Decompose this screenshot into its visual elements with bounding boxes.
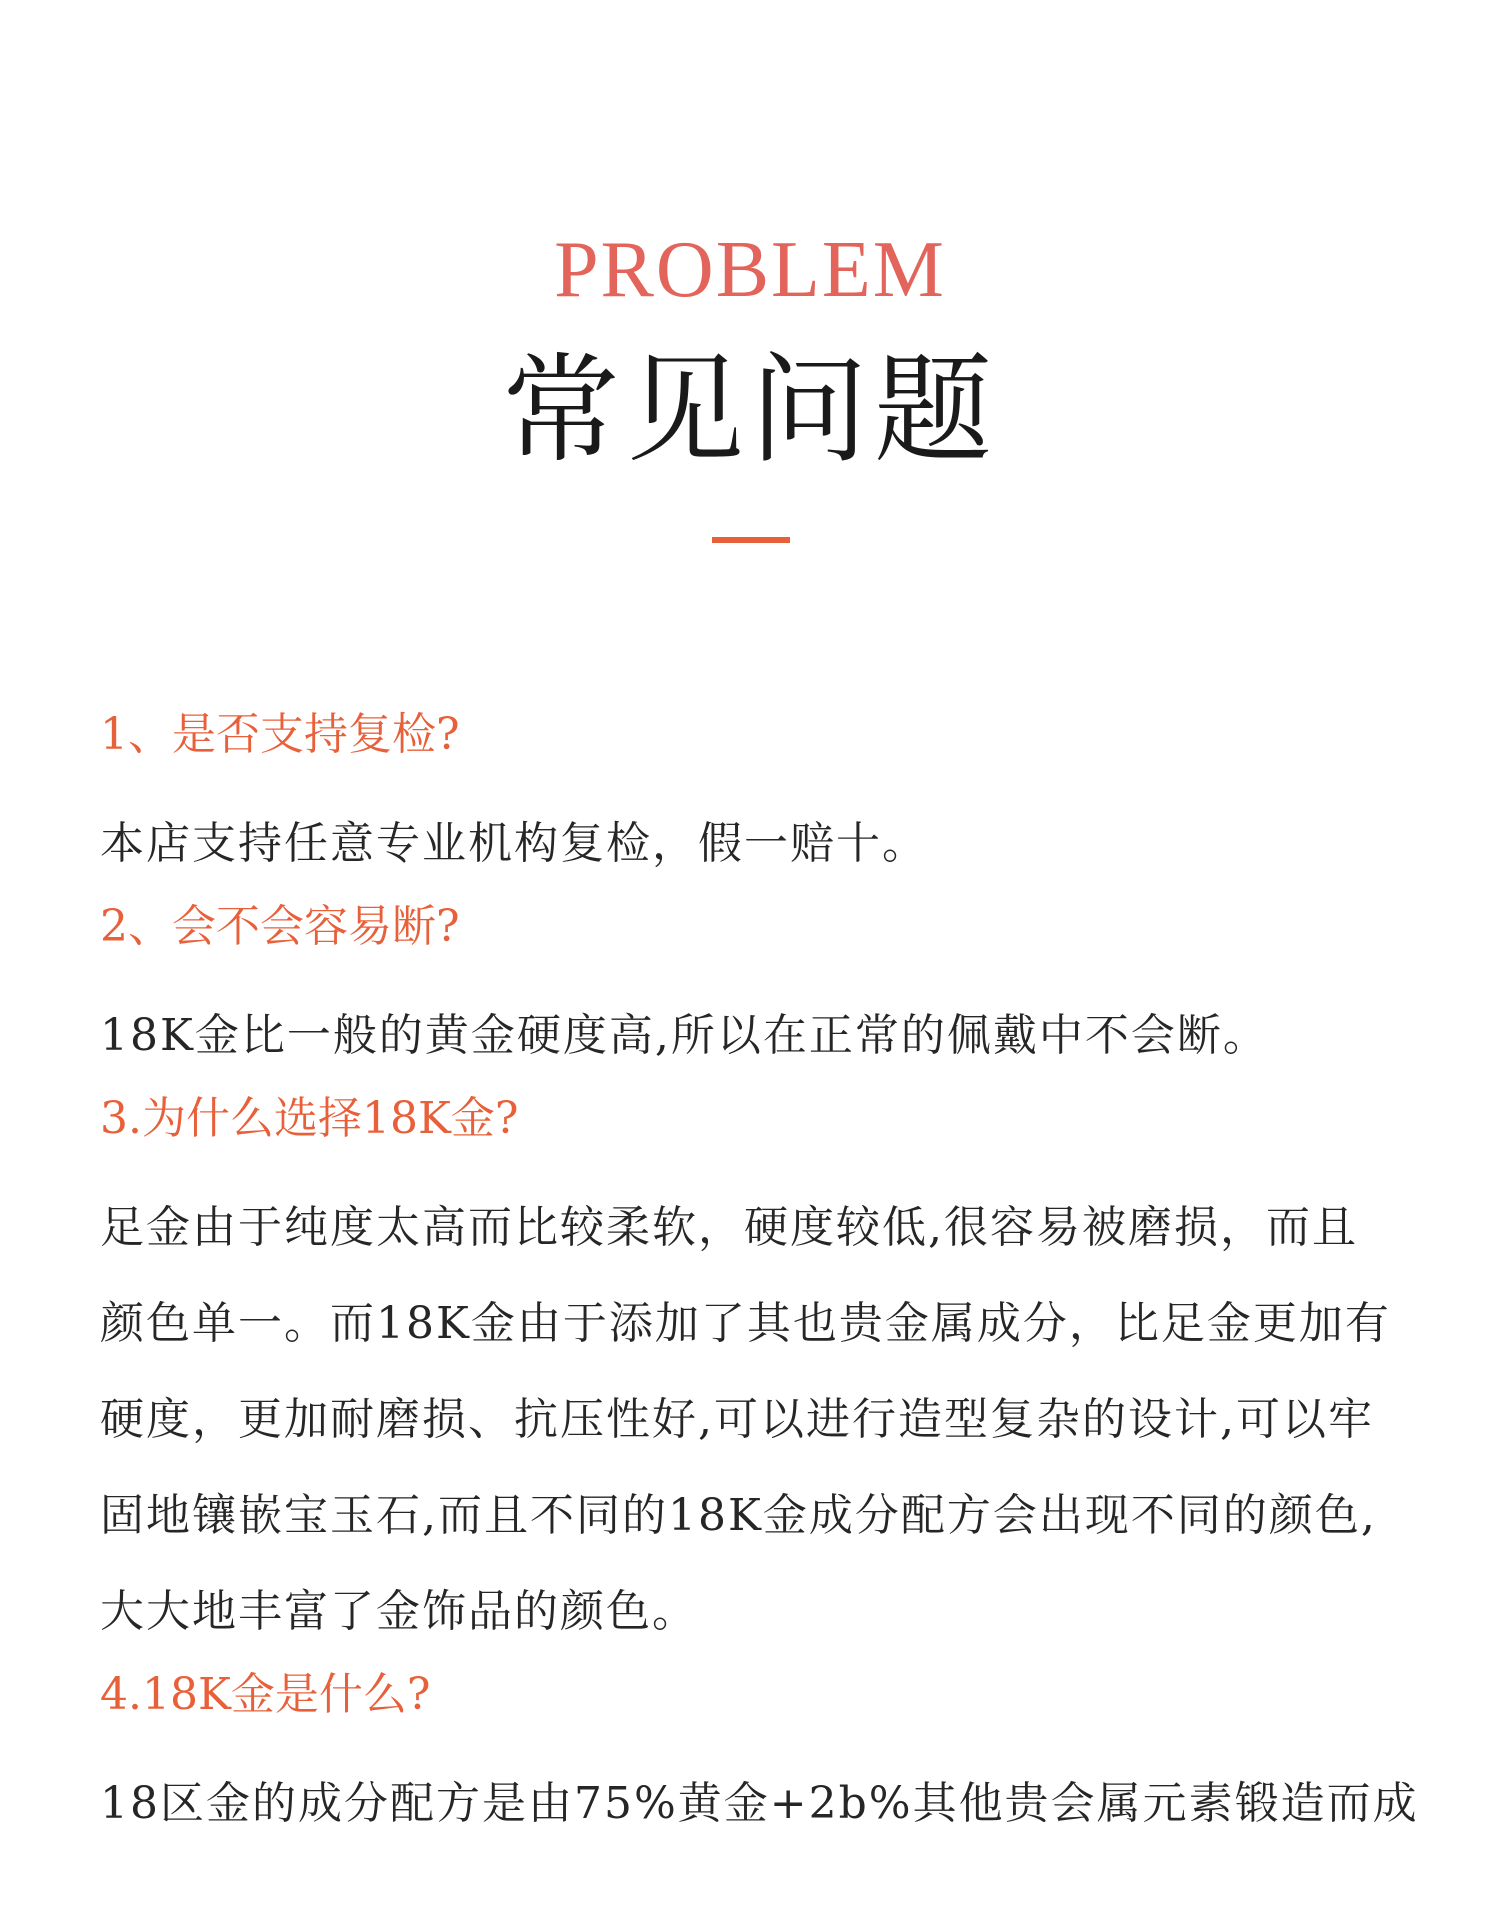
faq-answer [100,796,1400,892]
faq-answer-line: 硬度，更加耐磨损、抗压性好,可以进行造型复杂的设计,可以牢 [100,1394,1374,1445]
faq-answer [100,1756,1419,1852]
faq-item-3 [100,1084,1400,1660]
faq-list [100,700,1419,1852]
faq-item-2 [100,892,1400,1084]
faq-question: 3.为什么选择18K金? [100,1093,519,1144]
faq-answer-line: 本店支持任意专业机构复检，假一赔十。 [100,818,928,869]
section-eyebrow: PROBLEM [554,226,946,314]
faq-answer [100,1180,1400,1660]
faq-answer-line: 颜色单一。而18K金由于添加了其也贵金属成分，比足金更加有 [100,1298,1391,1349]
faq-answer-line: 足金由于纯度太高而比较柔软，硬度较低,很容易被磨损，而且 [100,1202,1358,1253]
faq-question: 1、是否支持复检? [100,709,460,760]
faq-answer-line: 大大地丰富了金饰品的颜色。 [100,1586,698,1637]
page-title: 常见问题 [501,341,998,479]
faq-answer-line: 18区金的成分配方是由75%黄金+2b%其他贵会属元素锻造而成 [100,1778,1419,1829]
title-divider [712,537,790,543]
faq-answer [100,988,1400,1084]
faq-question: 2、会不会容易断? [100,901,460,952]
faq-question: 4.18K金是什么? [100,1669,431,1720]
faq-answer-line: 固地镶嵌宝玉石,而且不同的18K金成分配方会出现不同的颜色, [100,1490,1377,1541]
faq-answer-line: 18K金比一般的黄金硬度高,所以在正常的佩戴中不会断。 [100,1010,1269,1061]
faq-item-1 [100,700,1400,892]
faq-item-4 [100,1660,1419,1852]
